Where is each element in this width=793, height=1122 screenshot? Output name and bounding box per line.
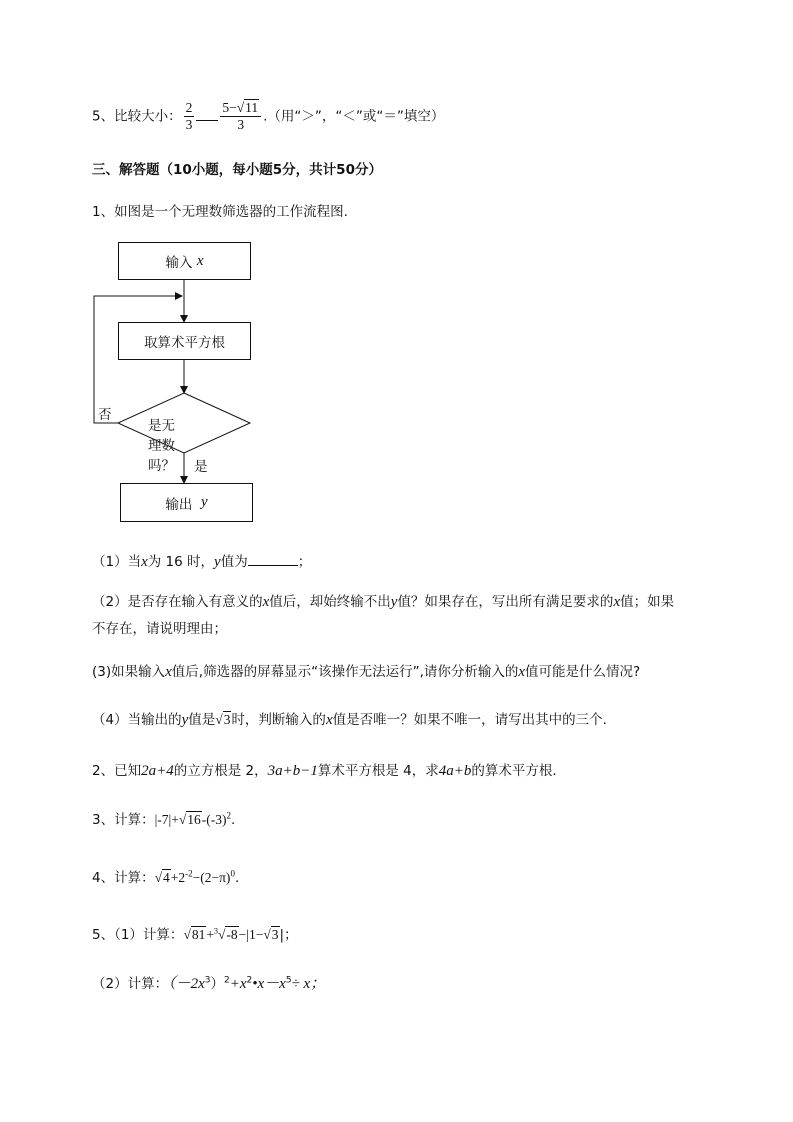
problem-1-part-3: (3)如果输入x值后,筛选器的屏幕显示“该操作无法运行”,请你分析输入的x值可能是什么情况? [92,664,641,680]
section-title: 三、解答题（10小题，每小题5分，共计50分） [92,162,382,178]
fraction-sqrt11: $\frac{5-√11}{3}$ [220,100,261,133]
decision-label: 是无理数吗？ [148,418,175,474]
problem-2: 2、已知2a+4的立方根是 2，3a+b−1算术平方根是 4，求4a+b的算术平方根. [92,763,557,779]
problem-4: 4、计算：$√4+2^{-2}-(2-\pi)^0$. [92,868,240,886]
output-box: 输出 y [120,483,253,522]
problem-5-part-2: （2）计算：$(-2x^3)^2+x^2•x-x^5\div x$； [92,975,326,992]
fraction-two-thirds: $\frac{2}{3}$ [185,100,193,132]
decision-diamond [118,393,250,453]
problem-1-intro: 1、如图是一个无理数筛选器的工作流程图. [92,204,348,220]
problem-3: 3、计算：$|-7|+√16-(-3)^2$. [92,810,236,828]
problem-1-part-2: （2）是否存在输入有意义的x值后，却始终输不出y值？如果存在，写出所有满足要求的x值；如果 [92,594,675,610]
problem-1-part-4: （4）当输出的y值是√3时，判断输入的x值是否唯一？如果不唯一，请写出其中的三个. [92,712,607,728]
problem-1-part-2-cont: 不存在，请说明理由； [92,621,227,637]
problem-1-part-1: （1）当x为 16 时，y值为 ； [92,554,312,570]
q5-compare: 5、比较大小： $\frac{2}{3}$ $\frac{5-√11}{3}$ .（用“＞”，“＜”或“＝”填空） [92,100,445,132]
answer-blank[interactable] [248,553,298,566]
sqrt-box: 取算术平方根 [118,322,251,360]
problem-5-part-1: 5、（1）计算：√81+$^3$√-8−|1−√3|； [92,926,298,943]
input-box: 输入 x [118,242,251,280]
no-label: 否 [98,407,112,423]
yes-label: 是 [194,459,208,475]
